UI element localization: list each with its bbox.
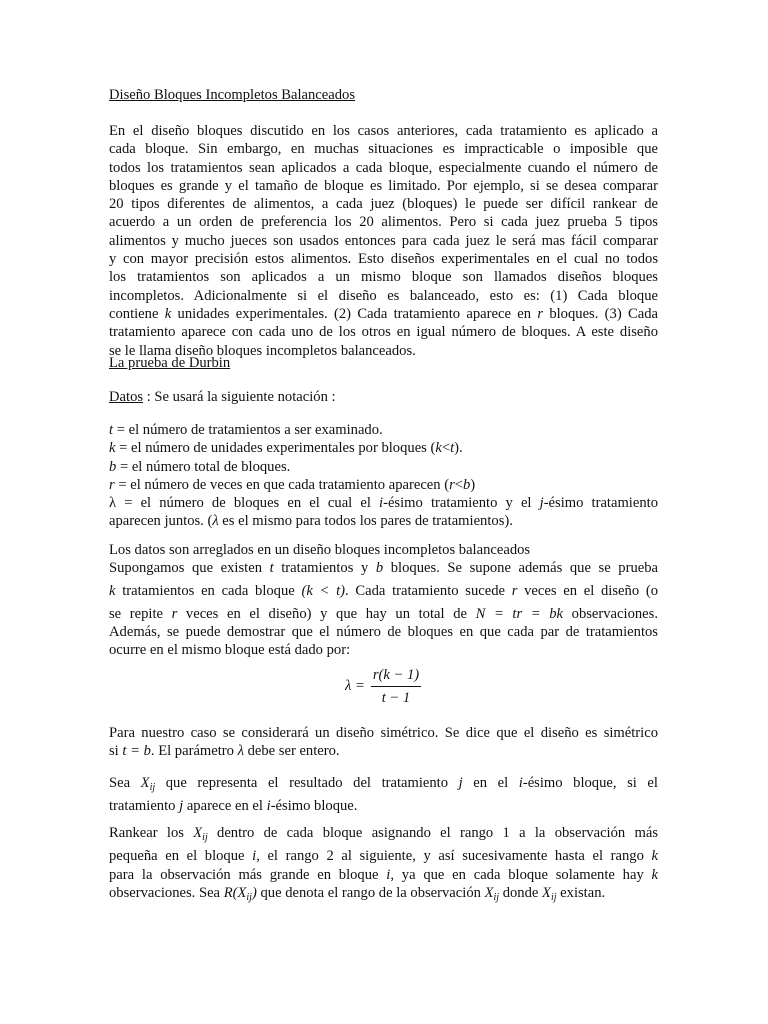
paragraph-line: pequeña en el bloque i, el rango 2 al siguiente, y así sucesivamente hasta el rango k bbox=[109, 848, 658, 865]
paragraph-line: Además, se puede demostrar que el número de bloques en que cada par de tratamientos bbox=[109, 624, 658, 641]
design-paragraph bbox=[109, 541, 658, 660]
ranking-paragraph bbox=[109, 824, 658, 907]
paragraph-line: Supongamos que existen t tratamientos y b bloques. Se supone además que se prueba bbox=[109, 560, 658, 577]
definition-k: k = el número de unidades experimentales por bloques (k<t). bbox=[109, 440, 463, 457]
datos-label: Datos bbox=[109, 389, 144, 405]
intro-paragraph bbox=[109, 122, 658, 360]
paragraph-line: alimentos y mucho jueces son usados entonces para cada juez le será mas fácil comparar bbox=[109, 232, 658, 249]
paragraph-line: contiene k unidades experimentales. (2) Cada tratamiento aparece en r bloques. (3) Cada bbox=[109, 305, 658, 322]
definition-lambda-cont: aparecen juntos. (λ es el mismo para todos los pares de tratamientos). bbox=[109, 513, 513, 530]
paragraph-line: Rankear los $X_{ij}$ dentro de cada bloque asignando el rango 1 a la observación más bbox=[109, 825, 659, 843]
paragraph-line: ocurre en el mismo bloque está dado por: bbox=[109, 642, 351, 659]
paragraph-line: En el diseño bloques discutido en los casos anteriores, cada tratamiento es aplicado a bbox=[109, 123, 658, 139]
paragraph-line: 20 tipos diferentes de alimentos, a cada juez (bloques) le puede ser difícil rankear de bbox=[109, 196, 658, 213]
paragraph-line: Los datos son arreglados en un diseño bloques incompletos balanceados bbox=[109, 542, 531, 558]
paragraph-line: tratamiento j aparece en el i-ésimo bloque. bbox=[109, 798, 358, 815]
equation-lhs: λ = bbox=[345, 678, 365, 695]
paragraph-line: se le llama diseño bloques incompletos balanceados. bbox=[109, 342, 416, 359]
paragraph-line: Para nuestro caso se considerará un diseño simétrico. Se dice que el diseño es simétrico bbox=[109, 725, 658, 741]
equation-denominator: t − 1 bbox=[381, 690, 411, 707]
equation-numerator: r(k − 1) bbox=[371, 666, 421, 687]
paragraph-line: cada bloque. Sin embargo, en muchas situaciones es impracticable o imposible que bbox=[109, 141, 658, 158]
definition-t: t = el número de tratamientos a ser examinado. bbox=[109, 422, 383, 438]
paragraph-line: y con mayor precisión estos alimentos. Esto diseños experimentales en el cual no todos bbox=[109, 251, 658, 268]
definition-r: r = el número de veces en que cada tratamiento aparecen (r<b) bbox=[109, 476, 476, 493]
datos-line bbox=[109, 388, 658, 406]
paragraph-line: los tratamientos son aplicados a un mismo bloque son llamados diseños bloques bbox=[109, 269, 658, 286]
paragraph-line: Sea $X_{ij}$ que representa el resultado del tratamiento j en el i-ésimo bloque, si el bbox=[109, 775, 658, 793]
equation-fraction bbox=[371, 666, 421, 708]
paragraph-line: se repite r veces en el diseño) y que hay un total de N = tr = bk observaciones. bbox=[109, 605, 658, 622]
paragraph-line: tratamiento aparece con cada uno de los otros en igual número de bloques. A este diseño bbox=[109, 324, 658, 341]
paragraph-line: si t = b. El parámetro λ debe ser entero. bbox=[109, 743, 340, 760]
section-title-durbin: La prueba de Durbin bbox=[109, 355, 231, 371]
lambda-equation bbox=[345, 666, 421, 708]
definition-b: b = el número total de bloques. bbox=[109, 458, 291, 475]
paragraph-line: incompletos. Adicionalmente si el diseño es balanceado, esto es: (1) Cada bloque bbox=[109, 287, 658, 304]
section-title-bibd: Diseño Bloques Incompletos Balanceados bbox=[109, 87, 356, 103]
paragraph-line: bloques es grande y el tamaño de bloque es limitado. Por ejemplo, si se desea comparar bbox=[109, 177, 658, 194]
xij-paragraph bbox=[109, 774, 658, 816]
definition-lambda: λ = el número de bloques en el cual el i-ésimo tratamiento y el j-ésimo tratamiento bbox=[109, 495, 658, 512]
paragraph-line: acuerdo a un orden de preferencia los 20 alimentos. Pero si cada juez prueba 5 tipos bbox=[109, 214, 658, 231]
paragraph-line: observaciones. Sea $R(X_{ij})$ que denota el rango de la observación $X_{ij}$ donde $X_{ij}$ existan. bbox=[109, 884, 606, 903]
symmetric-paragraph bbox=[109, 724, 658, 761]
paragraph-line: k tratamientos en cada bloque (k < t). Cada tratamiento sucede r veces en el diseño (o bbox=[109, 582, 658, 599]
notation-definitions bbox=[109, 421, 658, 531]
paragraph-line: para la observación más grande en bloque i, ya que en cada bloque solamente hay k bbox=[109, 866, 658, 883]
paragraph-line: todos los tratamientos sean aplicados a cada bloque, especialmente cuando el número de bbox=[109, 159, 658, 176]
datos-text: : Se usará la siguiente notación : bbox=[143, 389, 336, 405]
